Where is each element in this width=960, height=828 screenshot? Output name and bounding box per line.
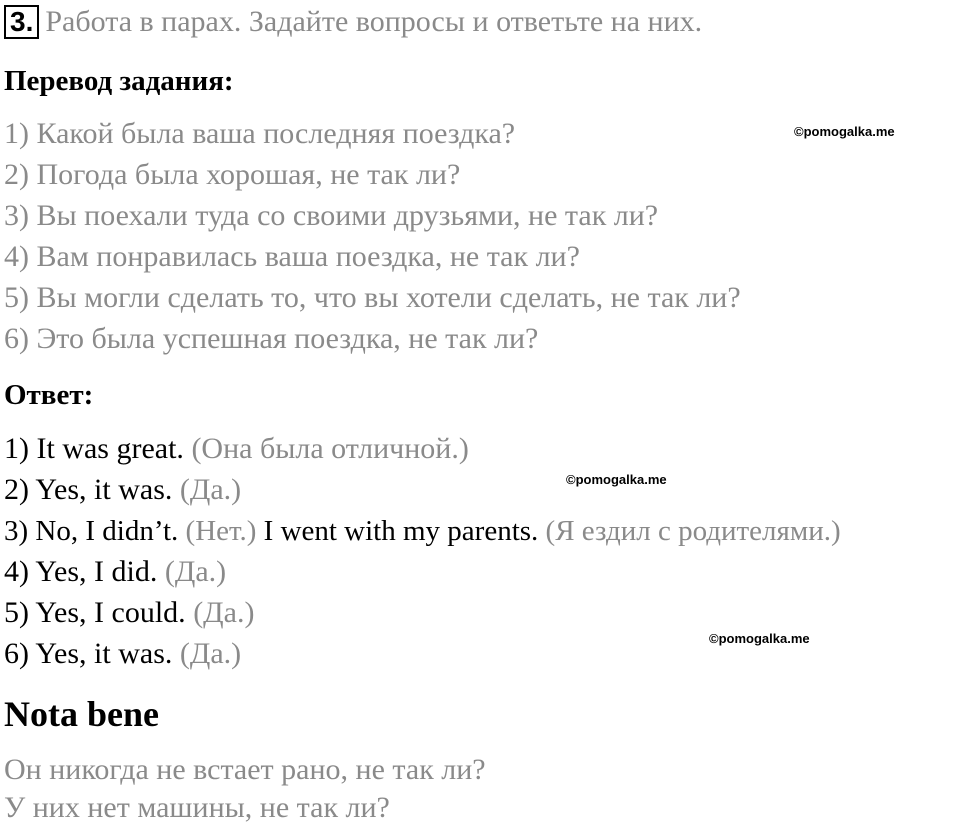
answer-item [4,513,841,549]
task-header [4,4,702,40]
answer-english: It was great. [36,432,184,465]
task-number: 3. [4,5,39,39]
answer-number: 5) [4,596,29,629]
answer-russian: (Да.) [179,473,242,506]
nota-bene-line: У них нет машины, не так ли? [4,791,390,824]
translation-item: 1) Какой была ваша последняя поездка? [4,117,516,150]
answer-item [4,554,226,590]
nota-bene-heading: Nota bene [4,694,159,734]
translation-item: 6) Это была успешная поездка, не так ли? [4,322,539,355]
answer-russian: (Она была отличной.) [191,432,469,465]
answer-number: 4) [4,555,29,588]
translation-heading: Перевод задания: [4,65,234,97]
answer-heading: Ответ: [4,379,94,411]
answer-english: Yes, it was. [35,473,173,506]
watermark: ©pomogalka.me [794,124,895,139]
watermark: ©pomogalka.me [566,472,667,487]
answer-english: Yes, I did. [35,555,158,588]
answer-russian: (Да.) [193,596,255,629]
translation-item: 3) Вы поехали туда со своими друзьями, не так ли? [4,199,659,232]
answer-english: I went with my parents. [263,515,539,547]
translation-item: 2) Погода была хорошая, не так ли? [4,158,461,191]
answer-english: Yes, it was. [35,637,173,670]
answer-item [4,636,241,672]
task-instruction: Работа в парах. Задайте вопросы и ответьте на них. [45,5,703,38]
answer-russian: (Нет.) [185,515,257,547]
answer-item [4,472,241,508]
answer-russian: (Я ездил с родителями.) [545,515,841,547]
answer-item [4,431,469,467]
answer-english: No, I didn’t. [35,515,179,547]
answer-russian: (Да.) [179,637,242,670]
answer-item [4,595,254,631]
answer-number: 3) [4,515,29,547]
nota-bene-line: Он никогда не встает рано, не так ли? [4,753,486,786]
watermark: ©pomogalka.me [709,631,810,646]
answer-number: 1) [4,432,29,465]
answer-english: Yes, I could. [35,596,186,629]
answer-number: 2) [4,473,29,506]
answer-number: 6) [4,637,29,670]
translation-item: 4) Вам понравилась ваша поездка, не так ли? [4,240,580,273]
translation-item: 5) Вы могли сделать то, что вы хотели сделать, не так ли? [4,281,741,314]
answer-russian: (Да.) [164,555,227,588]
